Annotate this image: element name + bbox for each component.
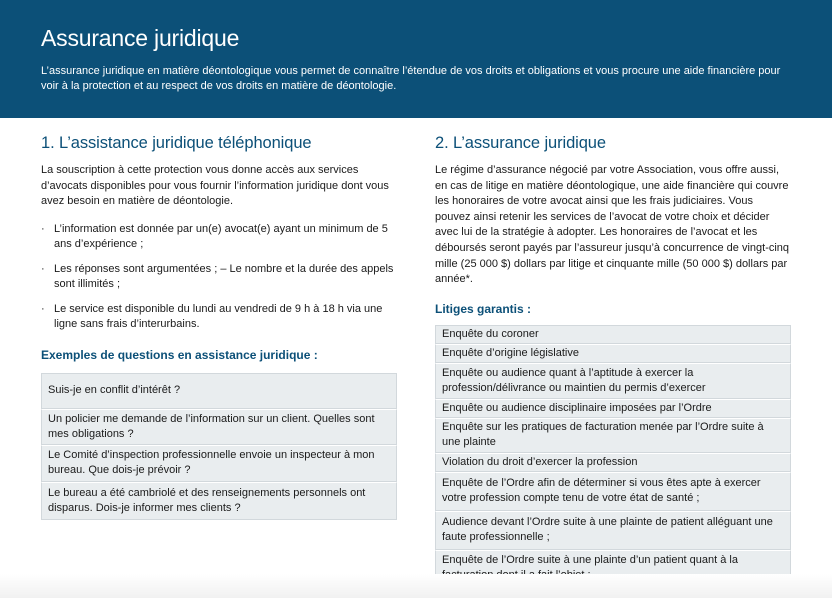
bullet-item: · Les réponses sont argumentées ; – Le nombre et la durée des appels sont illimités ; bbox=[41, 262, 394, 290]
litige-item: Violation du droit d’exercer la profession bbox=[435, 453, 791, 472]
litiges-heading: Litiges garantis : bbox=[435, 301, 532, 316]
page-header bbox=[0, 0, 832, 118]
litige-item: Enquête sur les pratiques de facturation menée par l’Ordre suite à une plainte bbox=[435, 418, 791, 453]
bullet-icon: · bbox=[41, 302, 45, 315]
litige-item: Enquête ou audience disciplinaire imposées par l’Ordre bbox=[435, 399, 791, 418]
page-title: Assurance juridique bbox=[41, 25, 240, 51]
question-item: Suis-je en conflit d’intérêt ? bbox=[41, 373, 397, 409]
bullet-item: · L’information est donnée par un(e) avocat(e) ayant un minimum de 5 ans d’expérience ; bbox=[41, 222, 388, 250]
question-item: Le Comité d’inspection professionnelle envoie un inspecteur à mon bureau. Que dois-je prévoir ? bbox=[41, 445, 397, 482]
assistance-paragraph: La souscription à cette protection vous donne accès aux services d’avocats disponibles pour vous fournir l’information juridique dont vous avez besoin en matière de déontologie. bbox=[41, 164, 389, 208]
question-item: Le bureau a été cambriolé et des renseignements personnels ont disparus. Dois-je informer mes clients ? bbox=[41, 482, 397, 520]
bullet-item: · Le service est disponible du lundi au vendredi de 9 h à 18 h via une ligne sans frais d’interurbains. bbox=[41, 302, 383, 330]
question-item: Un policier me demande de l’information sur un client. Quelles sont mes obligations ? bbox=[41, 409, 397, 445]
litige-item: Enquête d’origine législative bbox=[435, 344, 791, 363]
questions-list bbox=[41, 373, 397, 520]
litige-item: Enquête de l’Ordre afin de déterminer si vous êtes apte à exercer votre profession compte tenu de votre état de santé ; bbox=[435, 472, 791, 511]
assistance-bullet-list bbox=[41, 222, 397, 332]
questions-heading: Exemples de questions en assistance juridique : bbox=[41, 347, 318, 362]
section-heading-assistance: 1. L’assistance juridique téléphonique bbox=[41, 134, 312, 152]
right-column bbox=[435, 118, 791, 587]
bullet-icon: · bbox=[41, 262, 45, 275]
section-heading-assurance: 2. L’assurance juridique bbox=[435, 134, 606, 152]
assurance-paragraph: Le régime d’assurance négocié par votre Association, vous offre aussi, en cas de litige en matière déontologique, une aide financière qui couvre les honoraires de votre avocat ainsi que les frais judiciaires. Vous pouvez ainsi retenir les services de l’avocat de votre choix et décider avec lui de la stratégie à adopter. Les honoraires de l’avocat et les déboursés seront payés par l’assureur jusqu’à concurrence de vingt-cinq mille (25 000 $) dollars par litige et cinquante mille (50 000 $) dollars par année*. bbox=[435, 164, 790, 286]
litige-item: Audience devant l’Ordre suite à une plainte de patient alléguant une faute professionnelle ; bbox=[435, 511, 791, 550]
litige-item: Enquête de l’Ordre suite à une plainte d’un patient quant à la bbox=[435, 550, 791, 587]
left-column bbox=[41, 118, 397, 520]
litige-item: Enquête du coroner bbox=[435, 325, 791, 344]
intro-text: L’assurance juridique en matière déontologique vous permet de connaître l’étendue de vos droits et obligations et vous procure une aide financière pour voir à la protection et au respect de vos droits en matière de déontologie. bbox=[41, 65, 781, 92]
litiges-list bbox=[435, 325, 791, 587]
bullet-icon: · bbox=[41, 222, 45, 235]
litige-item: Enquête ou audience quant à l’aptitude à exercer la profession/délivrance ou maintien du permis d’exercer bbox=[435, 363, 791, 399]
page-bottom-fade bbox=[0, 574, 832, 598]
